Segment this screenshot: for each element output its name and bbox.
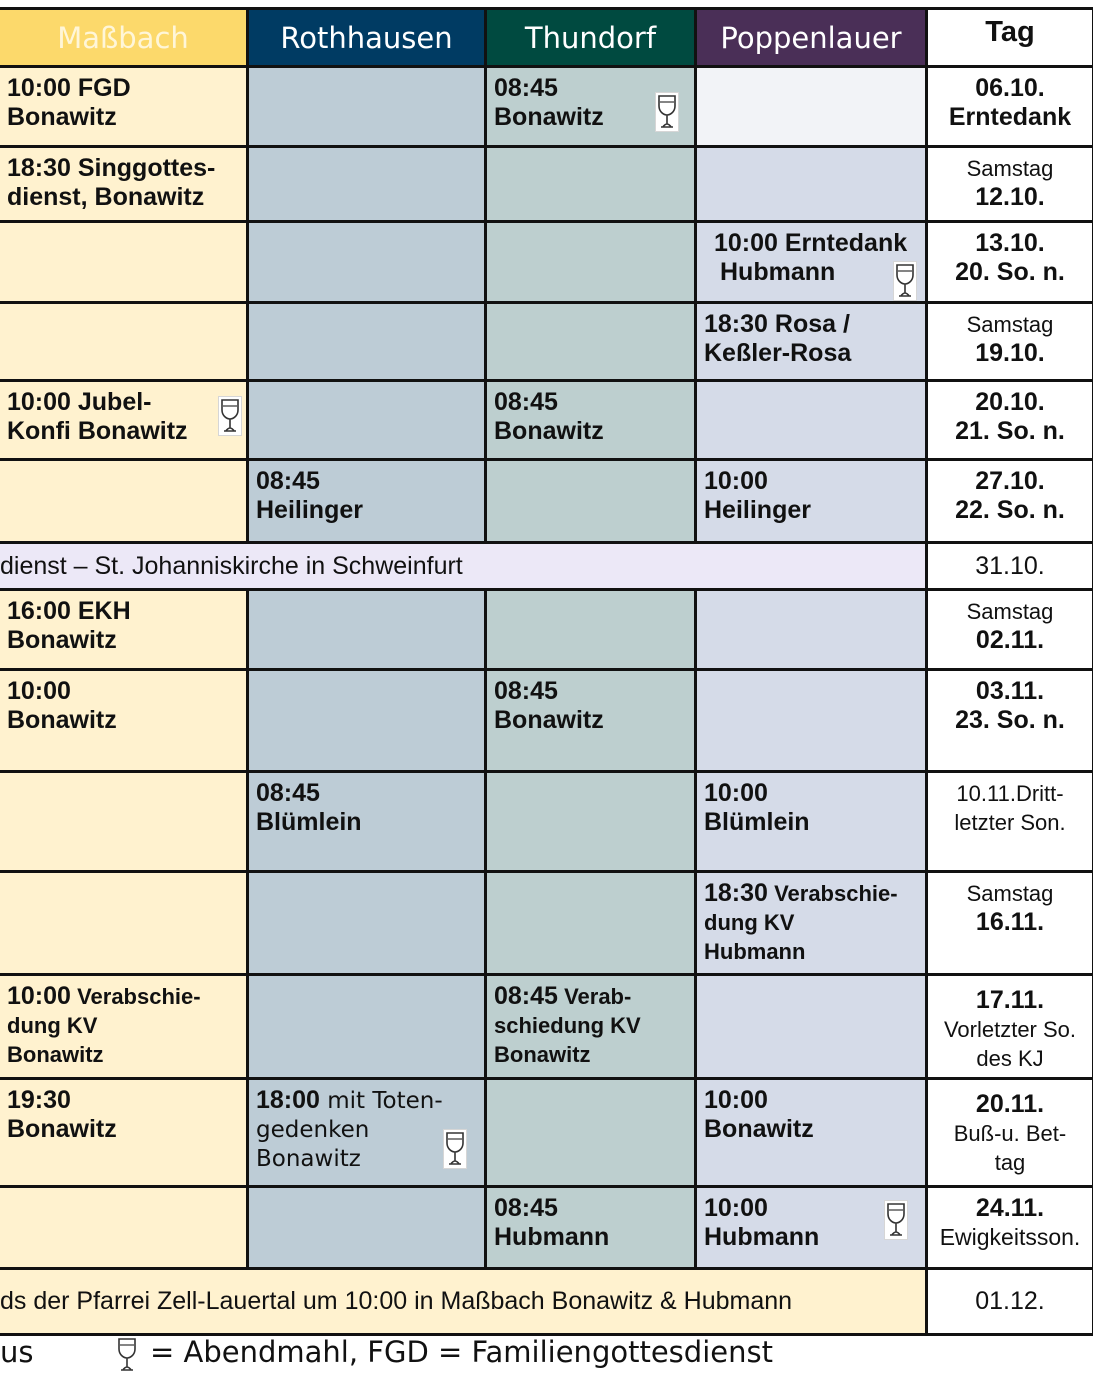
service-cell-thundorf [484, 668, 697, 773]
service-cell-thundorf [484, 770, 697, 873]
service-cell-poppenlauer [694, 1077, 928, 1188]
service-cell-massbach [0, 1185, 249, 1270]
service-line: 08:45 [494, 1194, 558, 1222]
chalice-icon [893, 261, 917, 301]
service-time: 10:00 [7, 982, 71, 1010]
service-cell-massbach [0, 1077, 249, 1188]
service-line [704, 879, 919, 908]
service-line: Heilinger [256, 496, 363, 524]
service-line: dung KV [704, 910, 795, 935]
service-line: gedenken [256, 1117, 370, 1143]
service-cell-rothhausen [246, 1185, 487, 1270]
column-header-massbach: Maßbach [0, 7, 249, 68]
service-time: 18:00 [256, 1086, 320, 1114]
service-line: Konfi Bonawitz [7, 417, 188, 445]
service-line: Bonawitz [494, 103, 604, 131]
service-cell-poppenlauer [694, 379, 928, 461]
service-line: Bonawitz [7, 1042, 104, 1067]
announcement-row [0, 1267, 928, 1336]
service-line: 10:00 [704, 467, 768, 495]
service-cell-massbach [0, 668, 249, 773]
announcement-text: dienst – St. Johanniskirche in Schweinfurt [0, 551, 463, 580]
service-line: 08:45 [256, 467, 320, 495]
day-line: 16.11. [975, 908, 1045, 936]
service-cell-massbach [0, 65, 249, 148]
service-line: 10:00 Erntedank [714, 229, 908, 257]
service-line: 10:00 [704, 1086, 768, 1114]
day-line: 22. So. n. [955, 496, 1065, 524]
service-line: Hubmann [720, 258, 836, 286]
chalice-icon [218, 396, 242, 436]
service-cell-poppenlauer [694, 870, 928, 976]
service-cell-massbach [0, 973, 249, 1080]
service-time: 08:45 [494, 982, 558, 1010]
day-line: 06.10. [975, 74, 1045, 102]
service-line: 16:00 EKH [7, 597, 131, 625]
day-line: 23. So. n. [955, 706, 1065, 734]
day-line: 17.11. [975, 986, 1045, 1014]
service-line: Blümlein [256, 808, 362, 836]
service-cell-rothhausen [246, 588, 487, 671]
service-cell-rothhausen [246, 973, 487, 1080]
day-line: des KJ [976, 1046, 1044, 1071]
service-line: 19:30 [7, 1086, 71, 1114]
service-cell-massbach [0, 458, 249, 544]
service-cell-poppenlauer [694, 65, 928, 148]
day-line: 31.10. [975, 551, 1045, 580]
service-note: Verabschie- [70, 984, 201, 1009]
day-line: letzter Son. [954, 810, 1066, 835]
service-line: Hubmann [704, 939, 806, 964]
day-line: Samstag [966, 881, 1054, 906]
service-cell-poppenlauer [694, 770, 928, 873]
service-line: 18:30 Singgottes- [7, 154, 216, 182]
day-line: 20. So. n. [955, 258, 1065, 286]
day-line: 12.10. [975, 183, 1045, 211]
day-line: Buß-u. Bet- [953, 1121, 1067, 1146]
service-cell-rothhausen [246, 220, 487, 304]
day-cell [925, 668, 1093, 773]
day-line: 20.11. [975, 1090, 1045, 1118]
chalice-icon [655, 92, 679, 132]
day-line: 01.12. [975, 1287, 1045, 1315]
legend-text: = Abendmahl, FGD = Familiengottesdienst [150, 1335, 773, 1369]
service-line: Bonawitz [704, 1115, 814, 1143]
service-cell-thundorf [484, 145, 697, 223]
legend [0, 1333, 1093, 1376]
day-cell [925, 458, 1093, 544]
chalice-icon [443, 1129, 467, 1169]
service-cell-poppenlauer [694, 668, 928, 773]
day-line: Vorletzter So. [943, 1017, 1077, 1042]
column-header-tag: Tag [925, 7, 1093, 68]
day-cell [925, 770, 1093, 873]
day-line: 24.11. [975, 1194, 1045, 1222]
service-cell-massbach [0, 145, 249, 223]
service-line: 08:45 [256, 779, 320, 807]
service-cell-massbach [0, 301, 249, 382]
service-cell-thundorf [484, 220, 697, 304]
day-line: 27.10. [975, 467, 1045, 495]
service-note: Verab- [557, 984, 632, 1009]
service-cell-thundorf [484, 1077, 697, 1188]
day-line: Ewigkeitsson. [939, 1224, 1081, 1250]
service-cell-thundorf [484, 1185, 697, 1270]
day-line: 02.11. [975, 626, 1045, 654]
day-line: Samstag [966, 156, 1054, 181]
day-cell [925, 65, 1093, 148]
day-line: Samstag [966, 312, 1054, 337]
service-cell-thundorf [484, 973, 697, 1080]
service-line: dienst, Bonawitz [7, 183, 205, 211]
service-line: Hubmann [704, 1223, 820, 1251]
service-line: Bonawitz [494, 706, 604, 734]
service-line: Bonawitz [7, 1115, 117, 1143]
service-line: Bonawitz [256, 1146, 361, 1172]
service-line: Hubmann [494, 1223, 610, 1251]
announcement-text: ds der Pfarrei Zell-Lauertal um 10:00 in Maßbach Bonawitz & Hubmann [0, 1287, 793, 1315]
service-time: 18:30 [704, 879, 768, 907]
service-cell-thundorf [484, 588, 697, 671]
service-line: 08:45 [494, 677, 558, 705]
service-line [7, 982, 240, 1011]
service-cell-massbach [0, 588, 249, 671]
day-cell [925, 870, 1093, 976]
day-cell [925, 145, 1093, 223]
service-line: 10:00 Jubel- [7, 388, 152, 416]
service-cell-massbach [0, 379, 249, 461]
service-line: Bonawitz [7, 626, 117, 654]
service-line: Bonawitz [494, 1042, 591, 1067]
service-cell-rothhausen [246, 870, 487, 976]
service-cell-massbach [0, 870, 249, 976]
day-cell [925, 379, 1093, 461]
day-cell [925, 588, 1093, 671]
day-cell [925, 220, 1093, 304]
day-line: tag [994, 1150, 1026, 1175]
service-cell-poppenlauer [694, 145, 928, 223]
day-line: 10.11.Dritt- [956, 781, 1064, 806]
day-cell [925, 301, 1093, 382]
service-line: Bonawitz [7, 706, 117, 734]
column-header-poppenlauer: Poppenlauer [694, 7, 928, 68]
day-line: 19.10. [975, 339, 1045, 367]
day-cell [925, 973, 1093, 1080]
service-line: 10:00 FGD [7, 74, 131, 102]
service-line: 18:30 Rosa / [704, 310, 850, 338]
service-note: Verabschie- [767, 881, 898, 906]
service-line: Blümlein [704, 808, 810, 836]
service-line: Keßler-Rosa [704, 339, 852, 367]
day-cell [925, 541, 1093, 591]
column-header-thundorf: Thundorf [484, 7, 697, 68]
service-line: schiedung KV [494, 1013, 641, 1038]
service-cell-thundorf [484, 870, 697, 976]
day-line: Erntedank [948, 103, 1072, 131]
day-line: 20.10. [975, 388, 1045, 416]
service-cell-massbach [0, 220, 249, 304]
service-cell-poppenlauer [694, 588, 928, 671]
day-cell [925, 1185, 1093, 1270]
day-line: Samstag [966, 599, 1054, 624]
service-cell-thundorf [484, 458, 697, 544]
service-line: 08:45 [494, 74, 558, 102]
announcement-row [0, 541, 928, 591]
service-line: 10:00 [704, 779, 768, 807]
service-line: dung KV [7, 1013, 98, 1038]
day-line: 13.10. [975, 229, 1045, 257]
service-line [494, 982, 688, 1011]
chalice-icon [884, 1200, 908, 1240]
service-cell-rothhausen [246, 65, 487, 148]
chalice-icon [116, 1337, 138, 1380]
service-cell-rothhausen [246, 458, 487, 544]
service-cell-rothhausen [246, 379, 487, 461]
service-line: Bonawitz [494, 417, 604, 445]
service-cell-massbach [0, 770, 249, 873]
legend-left-text: us [0, 1335, 34, 1369]
service-cell-poppenlauer [694, 973, 928, 1080]
service-line: 10:00 [7, 677, 71, 705]
day-line: 21. So. n. [955, 417, 1065, 445]
service-line: 10:00 [704, 1194, 768, 1222]
service-note: mit Toten- [319, 1088, 443, 1114]
service-cell-thundorf [484, 379, 697, 461]
service-line: 08:45 [494, 388, 558, 416]
service-line: Heilinger [704, 496, 811, 524]
service-cell-rothhausen [246, 145, 487, 223]
service-cell-thundorf [484, 301, 697, 382]
service-line: Bonawitz [7, 103, 117, 131]
column-header-rothhausen: Rothhausen [246, 7, 487, 68]
day-cell [925, 1267, 1093, 1336]
service-cell-poppenlauer [694, 458, 928, 544]
service-cell-rothhausen [246, 668, 487, 773]
day-cell [925, 1077, 1093, 1188]
service-line [256, 1086, 478, 1116]
service-cell-rothhausen [246, 301, 487, 382]
day-line: 03.11. [975, 677, 1045, 705]
service-cell-rothhausen [246, 770, 487, 873]
service-cell-poppenlauer [694, 301, 928, 382]
